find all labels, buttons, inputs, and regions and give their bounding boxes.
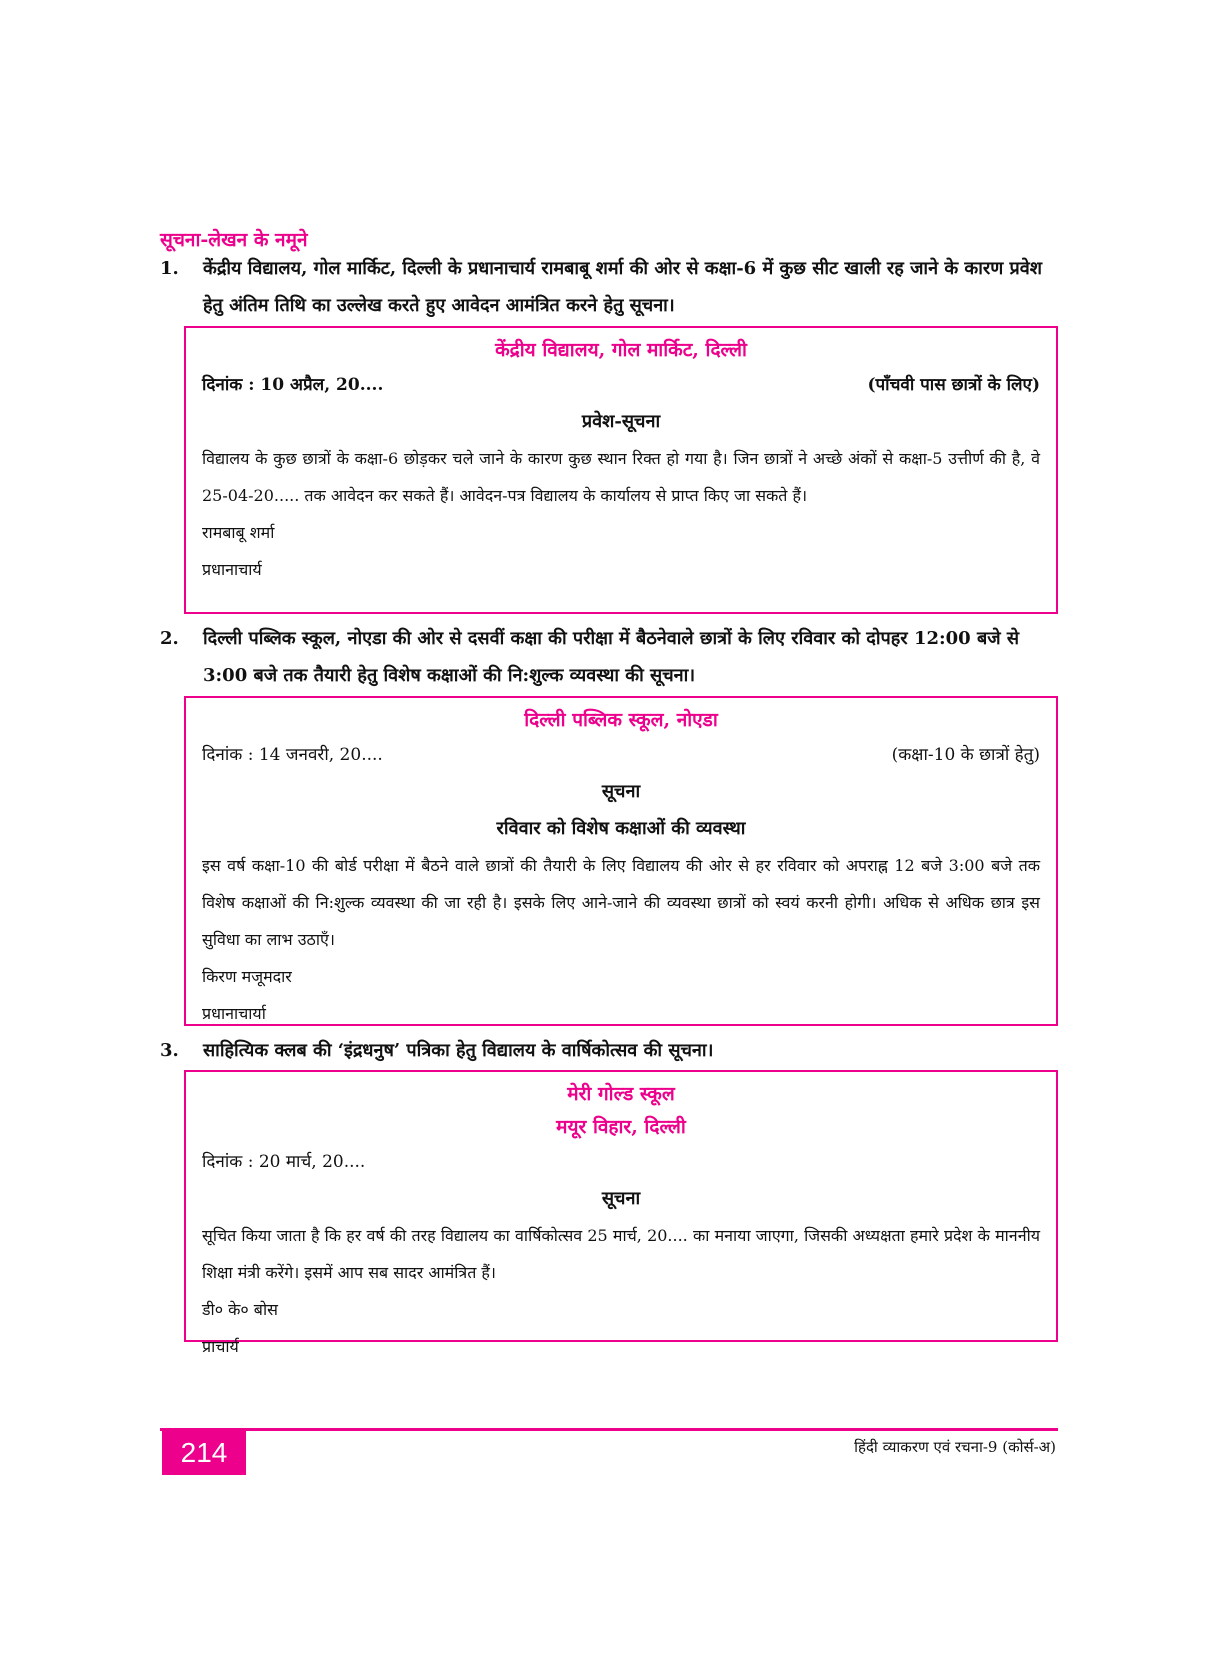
question-1 (160, 250, 1055, 324)
notice-date: दिनांक : 14 जनवरी, 20.... (202, 745, 383, 765)
notice-subtitle: रविवार को विशेष कक्षाओं की व्यवस्था (496, 818, 746, 839)
date-line (202, 737, 1040, 773)
notice-body: इस वर्ष कक्षा-10 की बोर्ड परीक्षा में बैठने वाले छात्रों की तैयारी के लिए विद्यालय की ओर से हर रविवार को अपराह्न 12 बजे 3:00 बजे तक विशेष कक्षाओं की नि:शुल्क व्यवस्था की जा रही है। इसके लिए आने-जाने की व्यवस्था छात्रों को स्वयं करनी होगी। अधिक से अधिक छात्र इस सुविधा का लाभ उठाएँ। (202, 856, 1040, 949)
notice-audience: (कक्षा-10 के छात्रों हेतु) (891, 745, 1040, 765)
notice-title: सूचना (601, 1188, 641, 1209)
notice-designation: प्राचार्य (202, 1337, 239, 1356)
notice-date: दिनांक : 10 अप्रैल, 20.... (202, 375, 384, 395)
notice-title: सूचना (601, 781, 641, 802)
question-text: केंद्रीय विद्यालय, गोल मार्किट, दिल्ली के प्रधानाचार्य रामबाबू शर्मा की ओर से कक्षा-6 में कुछ सीट खाली रह जाने के कारण प्रवेश हेतु अंतिम तिथि का उल्लेख करते हुए आवेदन आमंत्रित करने हेतु सूचना। (203, 258, 1043, 316)
notice-signatory: किरण मजूमदार (202, 967, 292, 986)
book-title: हिंदी व्याकरण एवं रचना-9 (कोर्स-अ) (854, 1438, 1056, 1456)
school-name: केंद्रीय विद्यालय, गोल मार्किट, दिल्ली (495, 339, 747, 361)
notice-designation: प्रधानाचार्या (202, 1004, 266, 1023)
notice-box-1 (184, 326, 1058, 614)
notice-signatory: डी० के० बोस (202, 1300, 278, 1319)
footer-divider (160, 1428, 1058, 1431)
school-address: मयूर विहार, दिल्ली (556, 1116, 686, 1138)
notice-box-2 (184, 696, 1058, 1026)
page-number: 214 (162, 1431, 246, 1475)
section-title: सूचना-लेखन के नमूने (160, 229, 308, 251)
question-number: 3. (160, 1040, 179, 1061)
question-number: 2. (160, 628, 179, 649)
question-number: 1. (160, 258, 179, 279)
notice-signatory: रामबाबू शर्मा (202, 523, 275, 542)
question-text: साहित्यिक क्लब की ‘इंद्रधनुष’ पत्रिका हेतु विद्यालय के वार्षिकोत्सव की सूचना। (203, 1040, 714, 1061)
notice-body: विद्यालय के कुछ छात्रों के कक्षा-6 छोड़कर चले जाने के कारण कुछ स्थान रिक्त हो गया है। जिन छात्रों ने अच्छे अंकों से कक्षा-5 उत्तीर्ण की है, वे 25-04-20..... तक आवेदन कर सकते हैं। आवेदन-पत्र विद्यालय के कार्यालय से प्राप्त किए जा सकते हैं। (202, 449, 1040, 505)
notice-body: सूचित किया जाता है कि हर वर्ष की तरह विद्यालय का वार्षिकोत्सव 25 मार्च, 20.... का मनाया जाएगा, जिसकी अध्यक्षता हमारे प्रदेश के माननीय शिक्षा मंत्री करेंगे। इसमें आप सब सादर आमंत्रित हैं। (202, 1226, 1040, 1282)
notice-title: प्रवेश-सूचना (581, 411, 661, 432)
notice-box-3 (184, 1070, 1058, 1356)
date-line (202, 1144, 1040, 1180)
date-line (202, 367, 1040, 403)
question-text: दिल्ली पब्लिक स्कूल, नोएडा की ओर से दसवीं कक्षा की परीक्षा में बैठनेवाले छात्रों के लिए रविवार को दोपहर 12:00 बजे से 3:00 बजे तक तैयारी हेतु विशेष कक्षाओं की नि:शुल्क व्यवस्था की सूचना। (203, 628, 1020, 686)
notice-date: दिनांक : 20 मार्च, 20.... (202, 1152, 366, 1172)
question-3 (160, 1032, 1055, 1069)
question-2 (160, 620, 1055, 694)
notice-designation: प्रधानाचार्य (202, 560, 262, 579)
school-name: दिल्ली पब्लिक स्कूल, नोएडा (524, 709, 718, 731)
notice-audience: (पाँचवी पास छात्रों के लिए) (867, 375, 1040, 395)
school-name: मेरी गोल्ड स्कूल (567, 1083, 675, 1105)
